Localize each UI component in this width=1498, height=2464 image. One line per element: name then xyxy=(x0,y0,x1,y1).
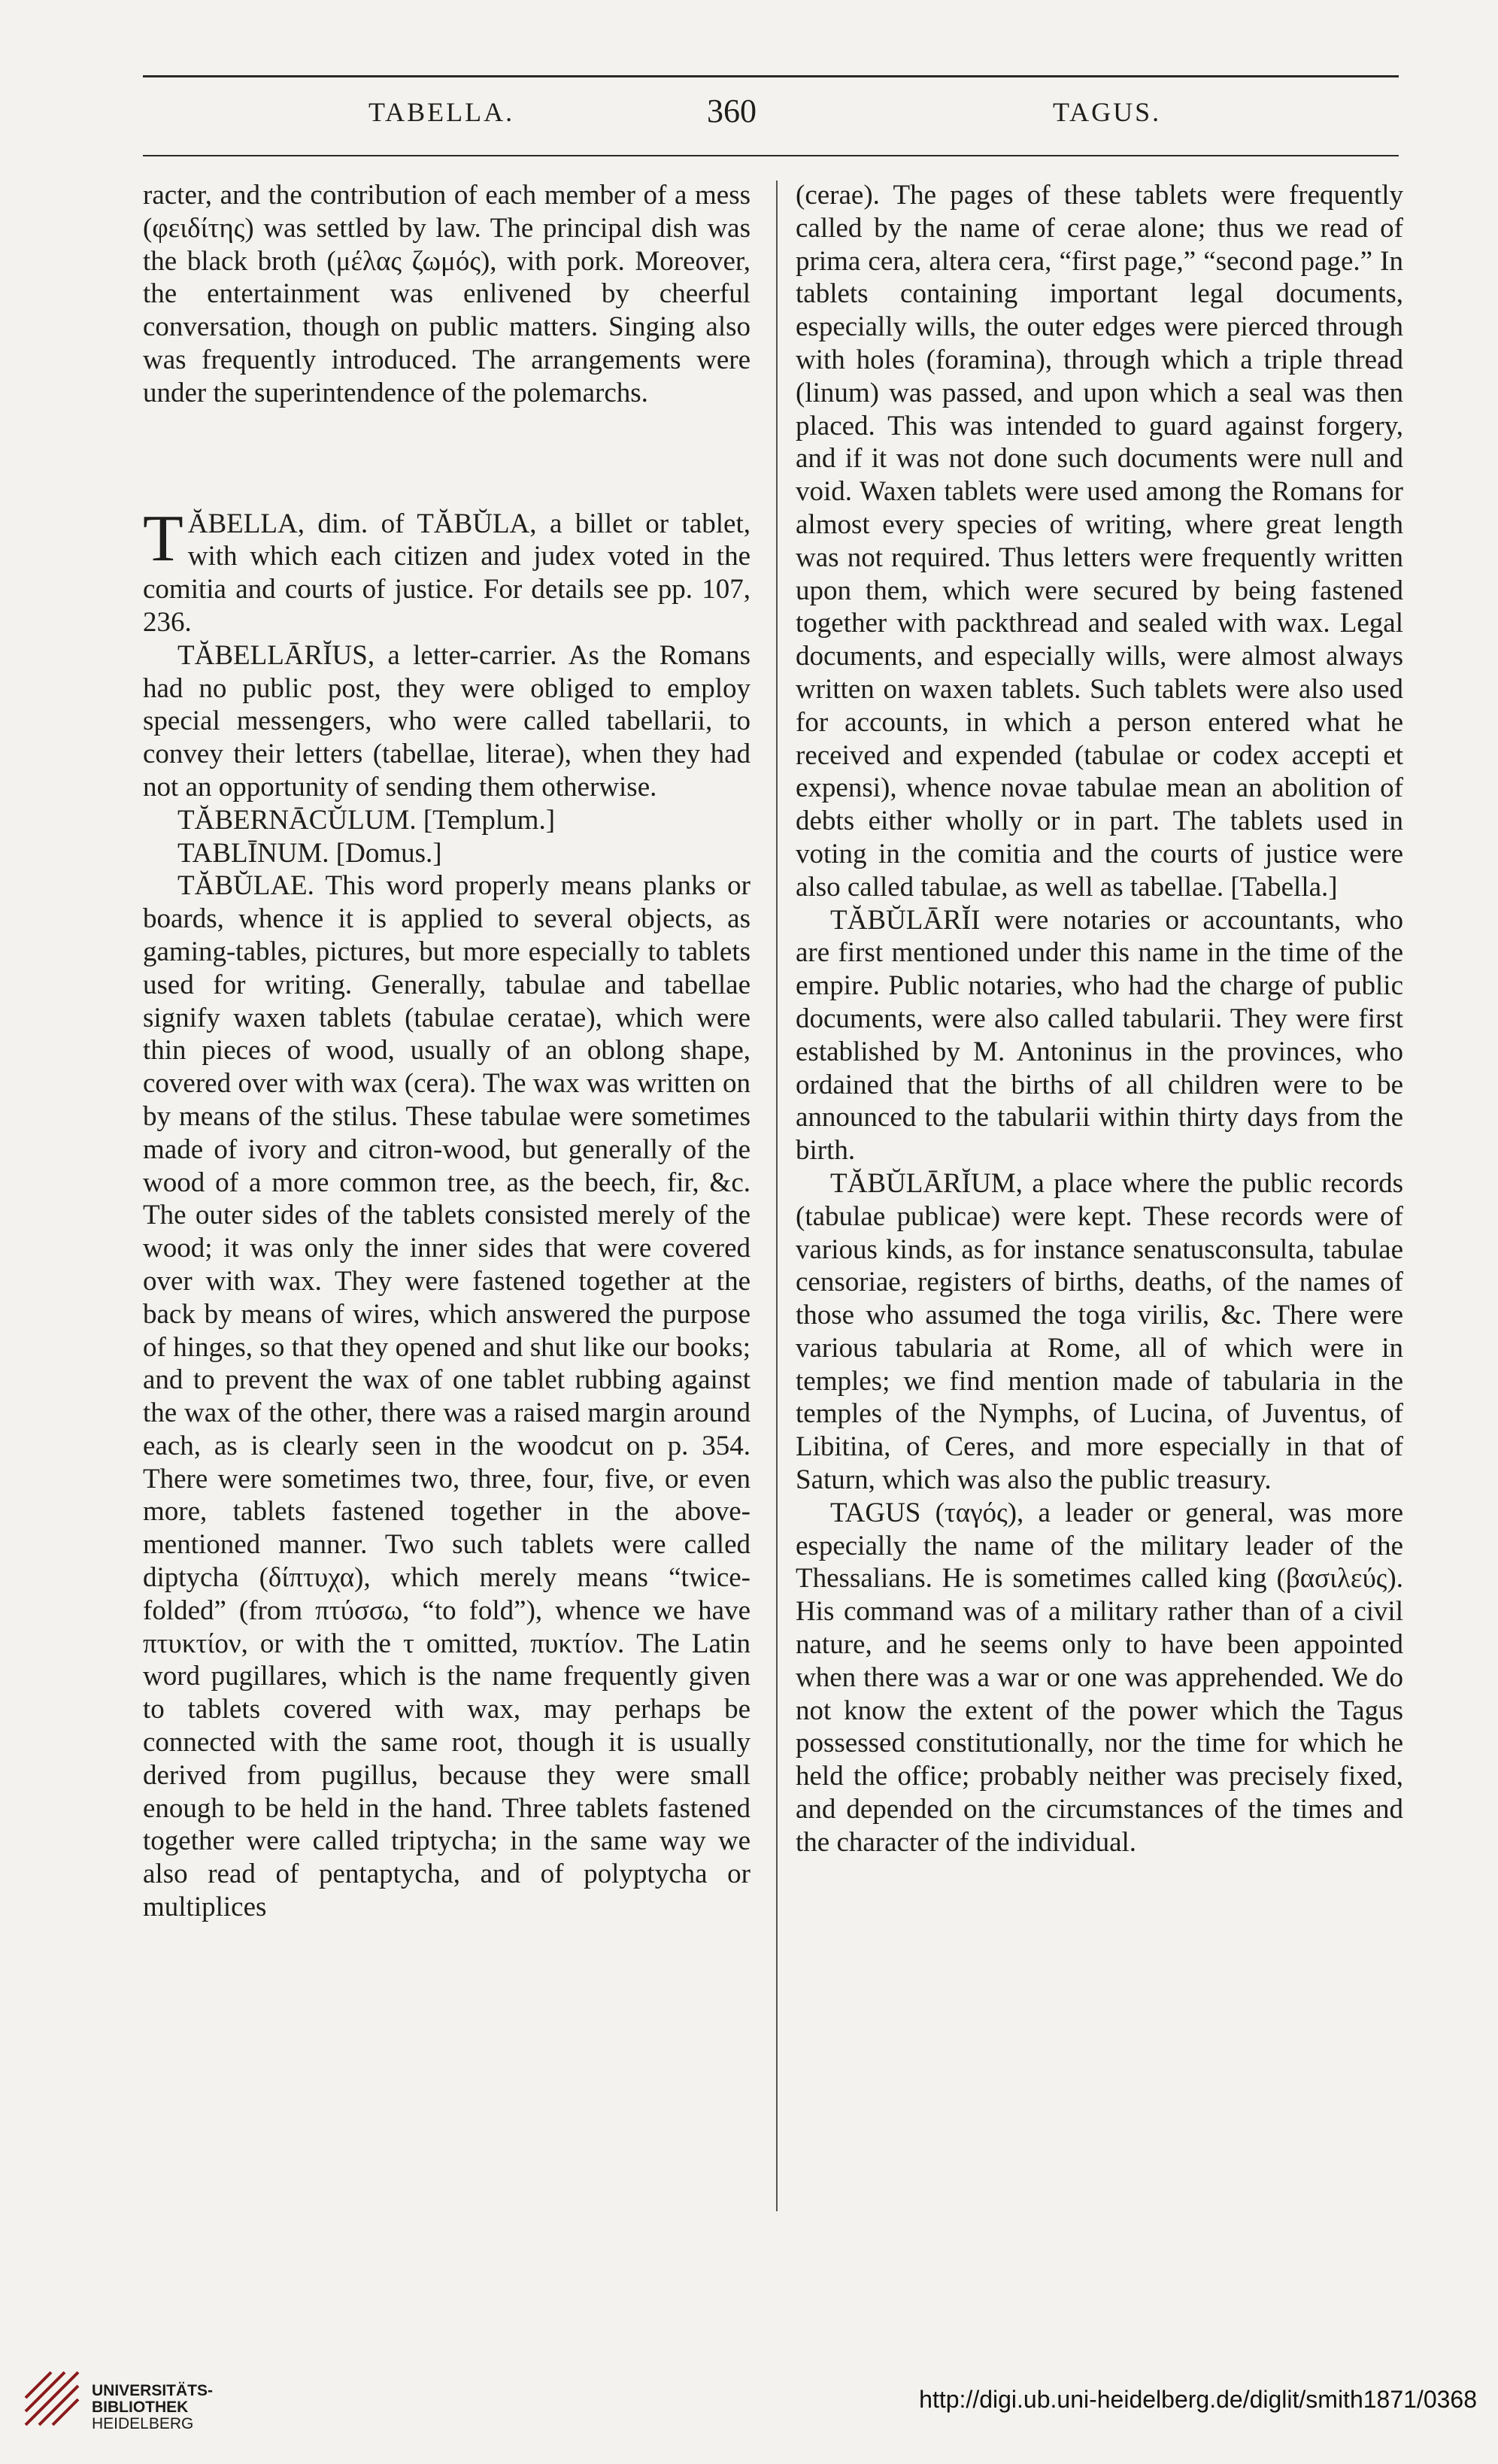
header-rule-top xyxy=(143,75,1399,77)
page-number: 360 xyxy=(707,93,757,129)
library-logo-icon xyxy=(18,2365,86,2432)
paragraph-syssitia-end: racter, and the contribution of each member of a mess (φειδίτης) was settled by law. The principal dish was the black broth (μέλας ζωμός), with pork. Moreover, the entertainment was enlivened by cheerful conversation, though on public matters. Singing also was frequently introduced. The arrangements were under the superintendence of the polemarchs. xyxy=(143,180,751,408)
entry-tabulae-continued: (cerae). The pages of these tablets were frequently called by the name of cerae alone; thus we read of prima cera, altera cera, “first page,” “second page.” In tablets containing important legal documents, especially wills, the outer edges were pierced through with holes (foramina), through which a triple thread (linum) was passed, and upon which a seal was then placed. This was intended to guard against forgery, and if it was not done such documents were null and void. Waxen tablets were used among the Romans for almost every species of writing, where great length was not required. Thus letters were frequently written upon them, which were secured by being fastened together with packthread and sealed with wax. Legal documents, and especially wills, were almost always written on waxen tablets. Such tablets were also used for accounts, in which a person entered what he received and expended (tabulae or codex accepti et expensi), whence novae tabulae mean an abolition of debts either wholly or in part. The tablets used in voting in the comitia and the courts of justice were also called tabulae, as well as tabellae. [Tabella.] xyxy=(796,180,1403,903)
left-column xyxy=(143,179,751,1924)
header-right: TAGUS. xyxy=(1053,97,1162,127)
entry-tabella xyxy=(143,502,751,639)
entry-tabularii: TĂBŬLĀRĬI were notaries or accountants, who are first mentioned under this name in the time of the empire. Public notaries, who had the charge of public documents, were also called tabularii. They were first established by M. Antoninus in the provinces, who ordained that the births of all children were to be announced to the tabularii within thirty days from the birth. xyxy=(796,904,1403,1167)
entry-tablinum: TABLĪNUM. [Domus.] xyxy=(177,837,442,869)
dropcap-letter: T xyxy=(143,502,183,575)
header-rule-bottom xyxy=(143,155,1399,156)
entry-tagus: TAGUS (ταγός), a leader or general, was more especially the name of the military leader of the Thessalians. He is sometimes called king (βασιλεύς). His command was of a military rather than of a civil nature, and he seems only to have been appointed when there was a war or one was apprehended. We do not know the extent of the power which the Tagus possessed constitutionally, nor the time for which he held the office; probably neither was precisely fixed, and depended on the circumstances of the times and the character of the individual. xyxy=(796,1497,1403,1858)
entry-tabularium: TĂBŬLĀRĬUM, a place where the public records (tabulae publicae) were kept. These records were of various kinds, as for instance senatusconsulta, tabulae censoriae, registers of births, deaths, of the names of those who assumed the toga virilis, &c. There were various tabularia at Rome, all of which were in temples; we find mention made of tabularia in the temples of the Nymphs, of Lucina, of Juventus, of Libitina, of Ceres, and more especially in that of Saturn, which was also the public treasury. xyxy=(796,1167,1403,1496)
library-line-2: BIBLIOTHEK xyxy=(92,2399,189,2416)
library-line-1: UNIVERSITÄTS- xyxy=(92,2382,214,2399)
header-left: TABELLA. xyxy=(368,97,515,127)
library-name xyxy=(92,2383,213,2432)
right-column xyxy=(796,179,1403,1859)
footer-bar xyxy=(0,2347,1498,2464)
entry-tabellarius: TĂBELLĀRĬUS, a letter-carrier. As the Romans had no public post, they were obliged to employ special messengers, who were called tabellarii, to convey their letters (tabellae, literae), when they had not an opportunity of sending them otherwise. xyxy=(143,639,751,803)
entry-tabulae: TĂBŬLAE. This word properly means planks or boards, whence it is applied to several objects, as gaming-tables, pictures, but more especially to tablets used for writing. Generally, tabulae and tabellae signify waxen tablets (tabulae ceratae), which were thin pieces of wood, usually of an oblong shape, covered over with wax (cera). The wax was written on by means of the stilus. These tabulae were sometimes made of ivory and citron-wood, but generally of the wood of a more common tree, as the beech, fir, &c. The outer sides of the tablets consisted merely of the wood; it was only the inner sides that were covered over with wax. They were fastened together at the back by means of wires, which answered the purpose of hinges, so that they opened and shut like our books; and to prevent the wax of one tablet rubbing against the wax of the other, there was a raised margin around each, as is clearly seen in the woodcut on p. 354. There were sometimes two, three, four, five, or even more, tablets fastened together in the above-mentioned manner. Two such tablets were called diptycha (δίπτυχα), which merely means “twice-folded” (from πτύσσω, “to fold”), whence we have πτυκτίον, or with the τ omitted, πυκτίον. The Latin word pugillares, which is the name frequently given to tablets covered with wax, may perhaps be connected with the same root, though it is usually derived from pugillus, because they were small enough to be held in the hand. Three tablets fastened together were called triptycha; in the same way we also read of pentaptycha, and of polyptycha or multiplices xyxy=(143,870,751,1923)
source-url-link[interactable]: http://digi.ub.uni-heidelberg.de/diglit/smith1871/0368 xyxy=(919,2386,1477,2413)
entry-tabernaculum: TĂBERNĀCŬLUM. [Templum.] xyxy=(177,804,556,836)
column-divider xyxy=(776,181,778,2211)
library-line-3: HEIDELBERG xyxy=(92,2415,194,2432)
entry-tabella-text: ĂBELLA, dim. of TĂBŬLA, a billet or tablet, with which each citizen and judex voted in the comitia and courts of justice. For details see pp. 107, 236. xyxy=(143,508,751,638)
